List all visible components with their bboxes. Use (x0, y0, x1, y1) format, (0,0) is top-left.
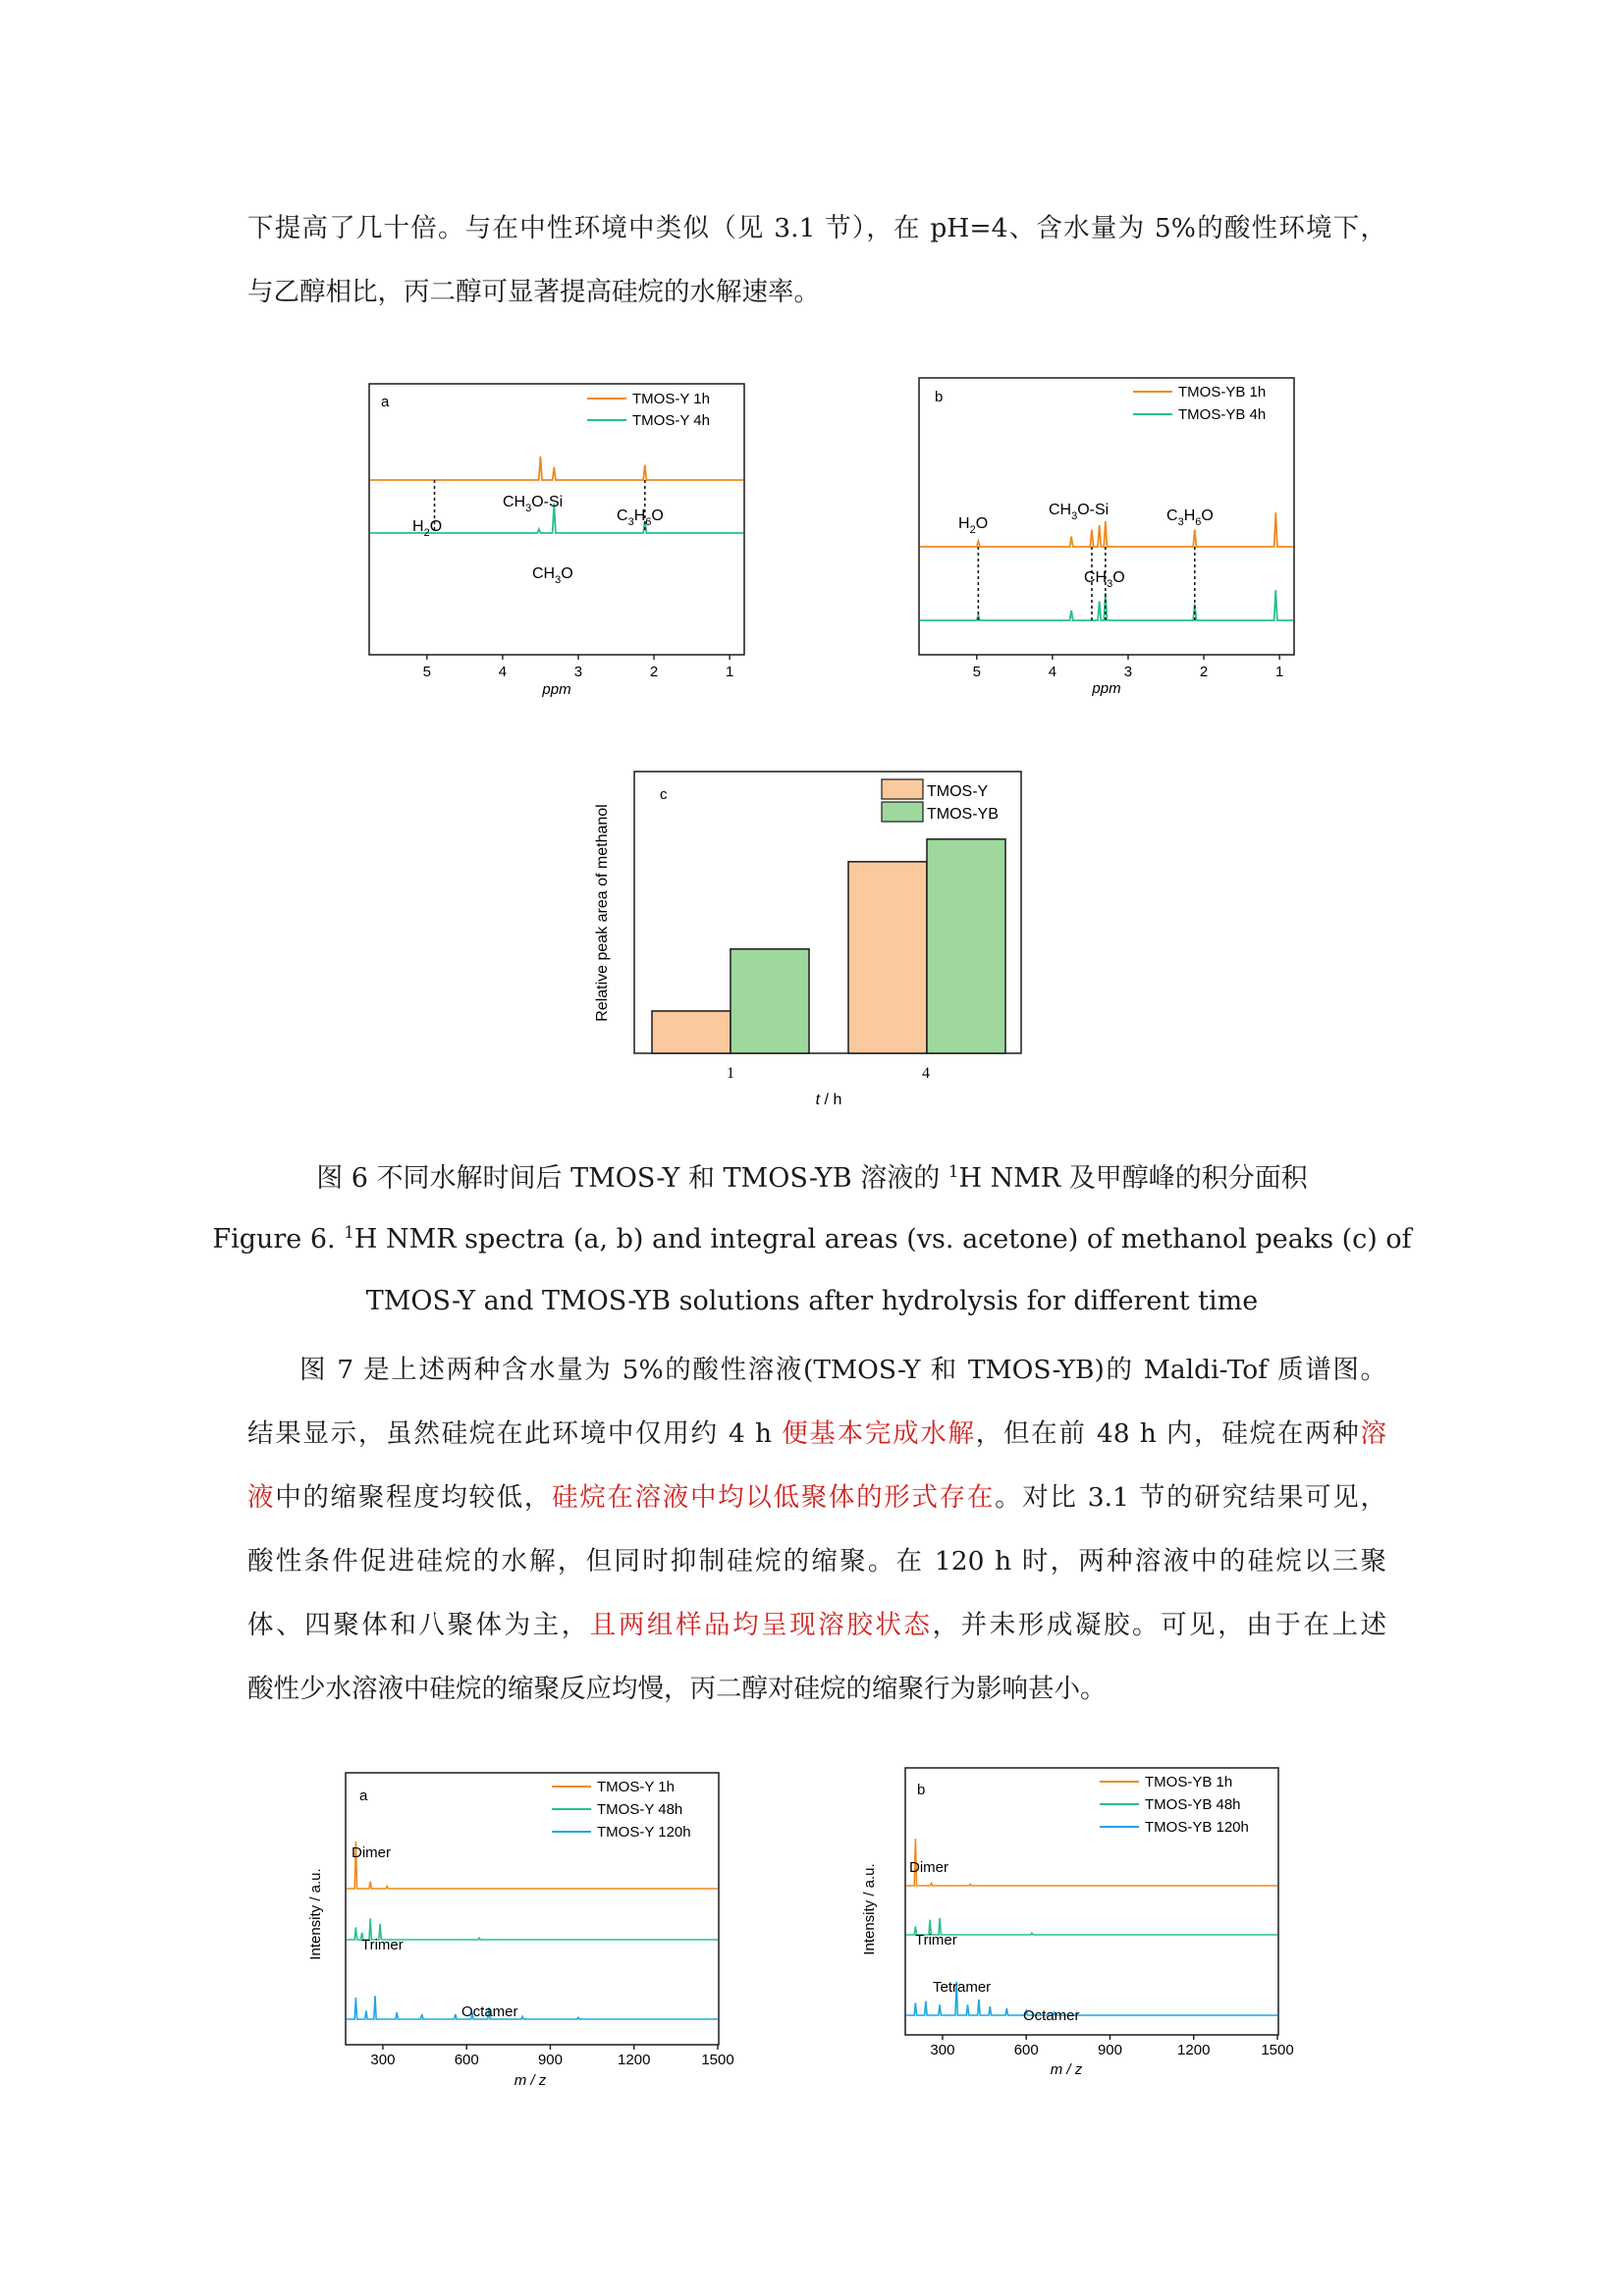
highlight-span: 液 (247, 1482, 276, 1513)
panel-label: c (660, 786, 668, 803)
peak-label-c3h6o: $C_3H_6O$ (617, 507, 664, 528)
text-line: 酸性条件促进硅烷的水解，但同时抑制硅烷的缩聚。在 120 h 时，两种溶液中的硅烷以三聚 (247, 1546, 1386, 1576)
paragraph-1 (247, 196, 1386, 324)
annotation-tetramer: Tetramer (933, 1979, 992, 1996)
legend-label: TMOS-YB 48h (1145, 1796, 1241, 1813)
x-axis-label: ppm (542, 681, 571, 698)
text-line (247, 1593, 1386, 1657)
text-line: 下提高了几十倍。与在中性环境中类似（见 3.1 节），在 pH=4、含水量为 5%的酸性环境下， (247, 213, 1386, 243)
annotation-octamer: Octamer (1023, 2007, 1080, 2024)
ms-chart-a (298, 1767, 750, 2093)
highlight-span: 便基本完成水解 (782, 1418, 976, 1449)
paragraph-2 (247, 1338, 1386, 1721)
legend-label: TMOS-Y 1h (597, 1779, 675, 1795)
bar-chart-c (583, 766, 1035, 1114)
highlight-span: 溶 (1360, 1418, 1386, 1449)
y-axis-label: Intensity / a.u. (307, 1868, 324, 1960)
legend-swatch (882, 779, 923, 799)
category-label: 1 (727, 1065, 734, 1082)
peak-label-ch3o: $CH_3O$ (532, 565, 573, 586)
x-tick-label: 1500 (701, 2052, 734, 2068)
x-axis-label: ppm (1092, 680, 1121, 697)
x-tick-label: 5 (422, 664, 431, 680)
caption-text: Figure 6. (212, 1224, 345, 1255)
category-label: 4 (922, 1065, 930, 1082)
legend-label: TMOS-Y 4h (632, 412, 710, 429)
x-tick-label: 4 (498, 664, 508, 680)
x-tick-label: 1 (725, 664, 734, 680)
legend-label: TMOS-YB 120h (1145, 1819, 1249, 1836)
x-axis (370, 2045, 733, 2068)
highlight-span: 硅烷在溶液中均以低聚体的形式存在 (552, 1482, 996, 1513)
legend-label: TMOS-Y (927, 783, 989, 800)
legend-label: TMOS-YB 1h (1145, 1774, 1233, 1790)
text-span: ，并未形成凝胶。可见，由于在上述 (932, 1610, 1387, 1640)
spectrum-1h (370, 456, 743, 480)
x-tick-label: 1500 (1261, 2042, 1294, 2058)
x-tick-label: 600 (454, 2052, 479, 2068)
nmr-chart-a (365, 378, 758, 702)
peak-label-ch3osi: $CH_3O-Si$ (1049, 502, 1110, 522)
x-axis (930, 2035, 1293, 2058)
caption-superscript: 1 (344, 1222, 354, 1242)
spectrum-120h (347, 1996, 718, 2019)
caption-text: H NMR 及甲醇峰的积分面积 (958, 1163, 1308, 1194)
spectrum-4h (920, 590, 1293, 620)
y-axis-label: Intensity / a.u. (861, 1863, 878, 1955)
x-axis-label: m / z (514, 2072, 547, 2089)
annotation-dimer: Dimer (352, 1844, 391, 1861)
spectrum-48h (906, 1918, 1277, 1935)
x-tick-label: 600 (1013, 2042, 1039, 2058)
peak-label-c3h6o: $C_3H_6O$ (1166, 507, 1214, 528)
annotation-trimer: Trimer (915, 1932, 957, 1949)
text-line: 与乙醇相比，丙二醇可显著提高硅烷的水解速率。 (247, 277, 820, 307)
x-tick-label: 2 (1199, 664, 1209, 680)
legend-label: TMOS-YB (927, 806, 999, 823)
figure-6-caption-zh (0, 1156, 1624, 1195)
x-tick-label: 5 (972, 664, 981, 680)
text-span: 中的缩聚程度均较低， (275, 1482, 553, 1513)
ms-chart-b (852, 1762, 1314, 2086)
x-tick-label: 2 (649, 664, 659, 680)
figure-6-caption-en-2: TMOS-Y and TMOS-YB solutions after hydrolysis for different time (365, 1286, 1259, 1316)
panel-label: b (917, 1782, 926, 1798)
bar-tmos-y-4h (848, 862, 927, 1053)
annotation-octamer: Octamer (461, 2003, 518, 2020)
text-line (247, 1402, 1386, 1466)
x-tick-label: 300 (370, 2052, 396, 2068)
x-tick-label: 3 (1123, 664, 1133, 680)
panel-label: a (381, 394, 390, 410)
caption-text: H NMR spectra (a, b) and integral areas (vs. acetone) of methanol peaks (c) of (353, 1224, 1412, 1255)
spectrum-1h (906, 1839, 1277, 1886)
x-axis (973, 655, 1284, 680)
caption-text: 图 6 不同水解时间后 TMOS-Y 和 TMOS-YB 溶液的 (316, 1163, 948, 1194)
caption-superscript: 1 (947, 1161, 959, 1181)
y-axis-label: Relative peak area of methanol (594, 804, 611, 1022)
highlight-span: 且两组样品均呈现溶胶状态 (589, 1610, 933, 1640)
x-tick-label: 900 (1097, 2042, 1122, 2058)
x-tick-label: 300 (930, 2042, 955, 2058)
legend-swatch (882, 802, 923, 822)
legend-label: TMOS-Y 120h (597, 1824, 691, 1841)
figure-6-caption-en-1 (0, 1222, 1624, 1255)
x-tick-label: 1200 (618, 2052, 651, 2068)
spectrum-1h (347, 1842, 718, 1889)
text-span: ，但在前 48 h 内，硅烷在两种 (975, 1418, 1361, 1449)
legend-label: TMOS-YB 4h (1178, 406, 1267, 423)
x-tick-label: 1200 (1177, 2042, 1211, 2058)
peak-label-ch3osi: $CH_3O-Si$ (503, 494, 564, 514)
x-axis-label: m / z (1050, 2061, 1083, 2078)
annotation-dimer: Dimer (909, 1859, 948, 1876)
x-axis (423, 655, 734, 680)
x-tick-label: 4 (1048, 664, 1057, 680)
legend-label: TMOS-Y 48h (597, 1801, 683, 1818)
text-span: 体、四聚体和八聚体为主， (247, 1610, 590, 1640)
nmr-chart-b (915, 372, 1308, 701)
annotation-trimer: Trimer (361, 1937, 404, 1953)
legend-label: TMOS-YB 1h (1178, 384, 1267, 400)
text-line: 图 7 是上述两种含水量为 5%的酸性溶液(TMOS-Y 和 TMOS-YB)的 Maldi-Tof 质谱图。 (299, 1355, 1386, 1385)
bar-tmos-yb-1h (731, 949, 809, 1053)
x-tick-label: 1 (1274, 664, 1284, 680)
peak-label-h2o: $H_2O$ (958, 515, 989, 536)
text-line: 酸性少水溶液中硅烷的缩聚反应均慢，丙二醇对硅烷的缩聚行为影响甚小。 (247, 1674, 1107, 1704)
x-tick-label: 900 (537, 2052, 563, 2068)
panel-label: b (935, 389, 944, 405)
text-span: 结果显示，虽然硅烷在此环境中仅用约 4 h (247, 1418, 783, 1449)
panel-label: a (359, 1788, 368, 1804)
bar-tmos-yb-4h (927, 839, 1005, 1053)
text-line (247, 1466, 1386, 1529)
legend-label: TMOS-Y 1h (632, 391, 710, 407)
text-span: 。对比 3.1 节的研究结果可见， (995, 1482, 1386, 1513)
bar-tmos-y-1h (652, 1011, 731, 1053)
x-axis-label: t / h (815, 1092, 842, 1108)
x-tick-label: 3 (573, 664, 583, 680)
peak-label-ch3o: $CH_3O$ (1084, 569, 1125, 590)
peak-label-h2o: $H_2O$ (412, 518, 443, 539)
